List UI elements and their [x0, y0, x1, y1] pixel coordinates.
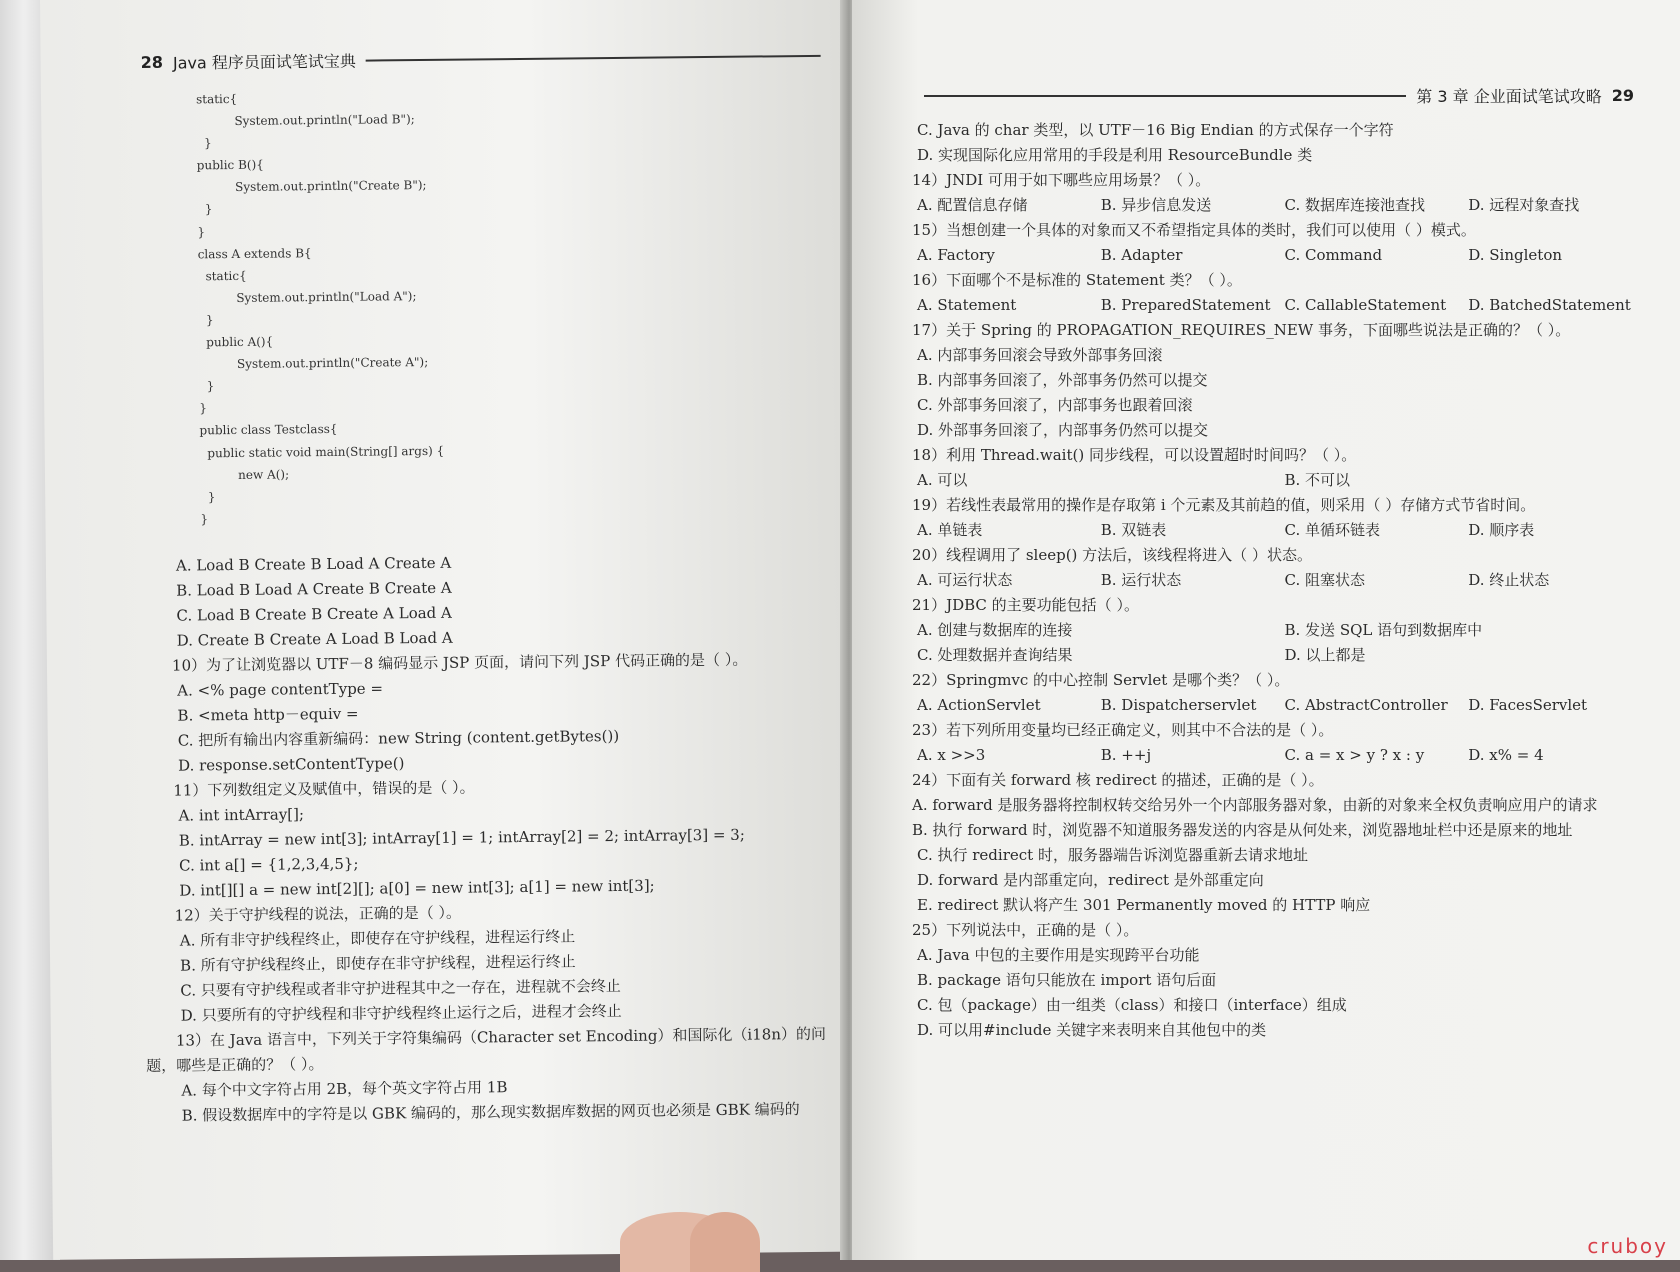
code-line: public B(){: [196, 157, 264, 173]
question: 20）线程调用了 sleep() 方法后，该线程将进入（ ）状态。: [912, 546, 1312, 564]
option: C. Command: [1284, 246, 1383, 264]
code-line: public A(){: [198, 334, 274, 350]
code-line: System.out.println("Create B");: [196, 178, 427, 195]
code-line: public class Testclass{: [199, 422, 338, 438]
option: A. 配置信息存储: [917, 196, 1028, 214]
option: B. ++j: [1100, 746, 1152, 764]
chapter-title: 第 3 章 企业面试笔试攻略: [1416, 87, 1602, 106]
code-line: public static void main(String[] args) {: [199, 443, 445, 460]
question: 19）若线性表最常用的操作是存取第 i 个元素及其前趋的值，则采用（ ）存储方式节省时间。: [912, 496, 1536, 514]
option: C. 单循环链表: [1284, 521, 1380, 539]
option: C. 数据库连接池查找: [1284, 196, 1425, 214]
option: C. Java 的 char 类型，以 UTF－16 Big Endian 的方式保存一个字符: [917, 121, 1394, 139]
question: 18）利用 Thread.wait() 同步线程，可以设置超时时间吗？（ ）。: [912, 446, 1357, 464]
code-line: System.out.println("Load A");: [198, 288, 417, 306]
option: B. PreparedStatement: [1100, 296, 1271, 314]
question: 16）下面哪个不是标准的 Statement 类？（ ）。: [912, 271, 1242, 289]
code-block: [196, 83, 721, 530]
question: 23）若下列所用变量均已经正确定义，则其中不合法的是（ ）。: [912, 721, 1334, 739]
option: C. AbstractController: [1284, 696, 1448, 714]
option: C. 只要有守护线程或者非守护进程其中之一存在，进程就不会终止: [180, 976, 621, 1000]
option-row: [882, 293, 1652, 318]
right-page: [852, 0, 1680, 1260]
option: B. intArray = new int[3]; intArray[1] = 1; intArray[2] = 2; intArray[3] = 3;: [178, 825, 745, 850]
code-line: static{: [197, 268, 247, 284]
question: 21）JDBC 的主要功能包括（ ）。: [912, 596, 1139, 614]
option: A. 每个中文字符占用 2B，每个英文字符占用 1B: [181, 1078, 508, 1100]
option: D. 远程对象查找: [1468, 196, 1580, 214]
option: C. a = x > y ? x : y: [1284, 746, 1425, 764]
question: 15）当想创建一个具体的对象而又不希望指定具体的类时，我们可以使用（ ）模式。: [912, 221, 1476, 239]
option-row: [882, 468, 1652, 493]
question: B. 执行 forward 时，浏览器不知道服务器发送的内容是从何处来，浏览器地址栏中还是原来的地址: [912, 821, 1573, 839]
code-line: System.out.println("Create A");: [198, 355, 429, 372]
option: B. Adapter: [1100, 246, 1183, 264]
option: A. 单链表: [917, 521, 983, 539]
option: B. package 语句只能放在 import 语句后面: [917, 971, 1217, 989]
option: A. ActionServlet: [917, 696, 1041, 714]
code-line: }: [197, 224, 206, 239]
right-question-list: [882, 118, 1652, 1043]
option: B. Dispatcherservlet: [1100, 696, 1257, 714]
option: D. forward 是内部重定向，redirect 是外部重定向: [917, 871, 1264, 889]
header-rule: [366, 54, 821, 61]
option: D. int[][] a = new int[2][]; a[0] = new int[3]; a[1] = new int[3];: [179, 876, 655, 900]
question: 24）下面有关 forward 核 redirect 的描述，正确的是（ ）。: [912, 771, 1324, 789]
option: D. 外部事务回滚了，内部事务仍然可以提交: [917, 421, 1209, 439]
option: B. 发送 SQL 语句到数据库中: [1284, 621, 1483, 639]
option: C. CallableStatement: [1284, 296, 1447, 314]
code-line: }: [200, 512, 209, 527]
left-page-number: 28: [140, 52, 164, 72]
code-line: }: [196, 136, 212, 151]
option: A. 可运行状态: [917, 571, 1013, 589]
header-rule: [924, 95, 1406, 97]
code-line: static{: [195, 91, 238, 107]
code-line: }: [200, 489, 216, 505]
option: A. Factory: [917, 246, 995, 264]
option: C. 外部事务回滚了，内部事务也跟着回滚: [917, 396, 1193, 414]
option: D. 终止状态: [1468, 571, 1550, 589]
left-question-list: [141, 547, 847, 1129]
option: C. int a[] = {1,2,3,4,5};: [178, 854, 359, 875]
option: D. Create B Create A Load B Load A: [176, 628, 453, 650]
code-line: }: [199, 401, 208, 416]
option: A. 可以: [917, 471, 968, 489]
code-line: System.out.println("Load B");: [196, 112, 415, 129]
option: D. x% = 4: [1468, 746, 1544, 764]
code-line: }: [198, 379, 215, 394]
option: D. response.setContentType(): [177, 754, 405, 775]
option: D. 只要所有的守护线程和非守护线程终止运行之后，进程才会终止: [180, 1001, 622, 1025]
option: A. Load B Create B Load A Create A: [175, 553, 452, 575]
code-line: }: [198, 313, 214, 328]
book-title: Java 程序员面试笔试宝典: [172, 51, 356, 73]
option: B. 所有守护线程终止，即使存在非守护线程，进程运行终止: [180, 952, 576, 975]
question: 22）Springmvc 的中心控制 Servlet 是哪个类？（ ）。: [912, 671, 1290, 689]
option-row: [882, 743, 1652, 768]
option: B. 假设数据库中的字符是以 GBK 编码的，那么现实数据库数据的网页也必须是 GBK 编码的: [181, 1100, 800, 1125]
option: E. redirect 默认将产生 301 Permanently moved 的 HTTP 响应: [917, 896, 1371, 914]
question: 17）关于 Spring 的 PROPAGATION_REQUIRES_NEW 事务，下面哪些说法是正确的？（ ）。: [912, 321, 1571, 339]
finger: [690, 1212, 760, 1272]
code-line: new A();: [199, 467, 290, 482]
option: C. 阻塞状态: [1284, 571, 1365, 589]
option: B. 运行状态: [1100, 571, 1182, 589]
watermark: cruboy: [1587, 1234, 1668, 1258]
question: 25）下列说法中，正确的是（ ）。: [912, 921, 1139, 939]
question: A. forward 是服务器将控制权转交给另外一个内部服务器对象，由新的对象来全权负责响应用户的请求: [912, 796, 1598, 814]
code-line: }: [197, 202, 213, 217]
option-row: [882, 693, 1652, 718]
question: 14）JNDI 可用于如下哪些应用场景？（ ）。: [912, 171, 1211, 189]
option: D. 顺序表: [1468, 521, 1535, 539]
option: B. Load B Load A Create B Create A: [176, 578, 452, 600]
option-row: [882, 643, 1652, 668]
option: B. 异步信息发送: [1100, 196, 1212, 214]
option: B. 内部事务回滚了，外部事务仍然可以提交: [917, 371, 1208, 389]
option: A. Java 中包的主要作用是实现跨平台功能: [917, 946, 1200, 964]
option-row: [882, 193, 1652, 218]
option: B. 不可以: [1284, 471, 1351, 489]
option: A. 创建与数据库的连接: [917, 621, 1073, 639]
code-line: class A extends B{: [197, 245, 312, 262]
option: D. FacesServlet: [1468, 696, 1588, 714]
option: C. 处理数据并查询结果: [917, 646, 1073, 664]
option: D. Singleton: [1468, 246, 1563, 264]
option: D. BatchedStatement: [1468, 296, 1631, 314]
option: C. Load B Create B Create A Load A: [176, 603, 452, 625]
option-row: [882, 518, 1652, 543]
question: 11）下列数组定义及赋值中，错误的是（ ）。: [173, 778, 475, 800]
left-page-header: [141, 44, 831, 74]
option: A. Statement: [917, 296, 1017, 314]
option: A. 内部事务回滚会导致外部事务回滚: [917, 346, 1163, 364]
option: C. 把所有输出内容重新编码：new String (content.getBytes()): [177, 726, 620, 750]
option: B. <meta http－equiv =: [177, 704, 359, 725]
option: C. 执行 redirect 时，服务器端告诉浏览器重新去请求地址: [917, 846, 1308, 864]
option: A. 所有非守护线程终止，即使存在守护线程，进程运行终止: [179, 927, 576, 950]
right-page-number: 29: [1611, 86, 1634, 105]
option: D. 以上都是: [1284, 646, 1366, 664]
question: 12）关于守护线程的说法，正确的是（ ）。: [174, 903, 462, 925]
option: D. 实现国际化应用常用的手段是利用 ResourceBundle 类: [917, 146, 1313, 164]
option: C. 包（package）由一组类（class）和接口（interface）组成: [917, 996, 1347, 1014]
option: D. 可以用#include 关键字来表明来自其他包中的类: [917, 1021, 1267, 1039]
option: A. x >>3: [917, 746, 986, 764]
right-page-header: [914, 84, 1634, 107]
option: B. 双链表: [1100, 521, 1167, 539]
question: 13）在 Java 语言中，下列关于字符集编码（Character set Encoding）和国际化（i18n）的问题，哪些是正确的？（ ）。: [146, 1024, 827, 1075]
option-row: [882, 243, 1652, 268]
option-row: [882, 568, 1652, 593]
option: A. <% page contentType =: [177, 679, 384, 700]
question: 10）为了让浏览器以 UTF－8 编码显示 JSP 页面，请问下列 JSP 代码正确的是（ ）。: [171, 650, 748, 675]
option: A. int intArray[];: [178, 805, 305, 825]
left-page: [40, 0, 861, 1260]
option-row: [882, 618, 1652, 643]
